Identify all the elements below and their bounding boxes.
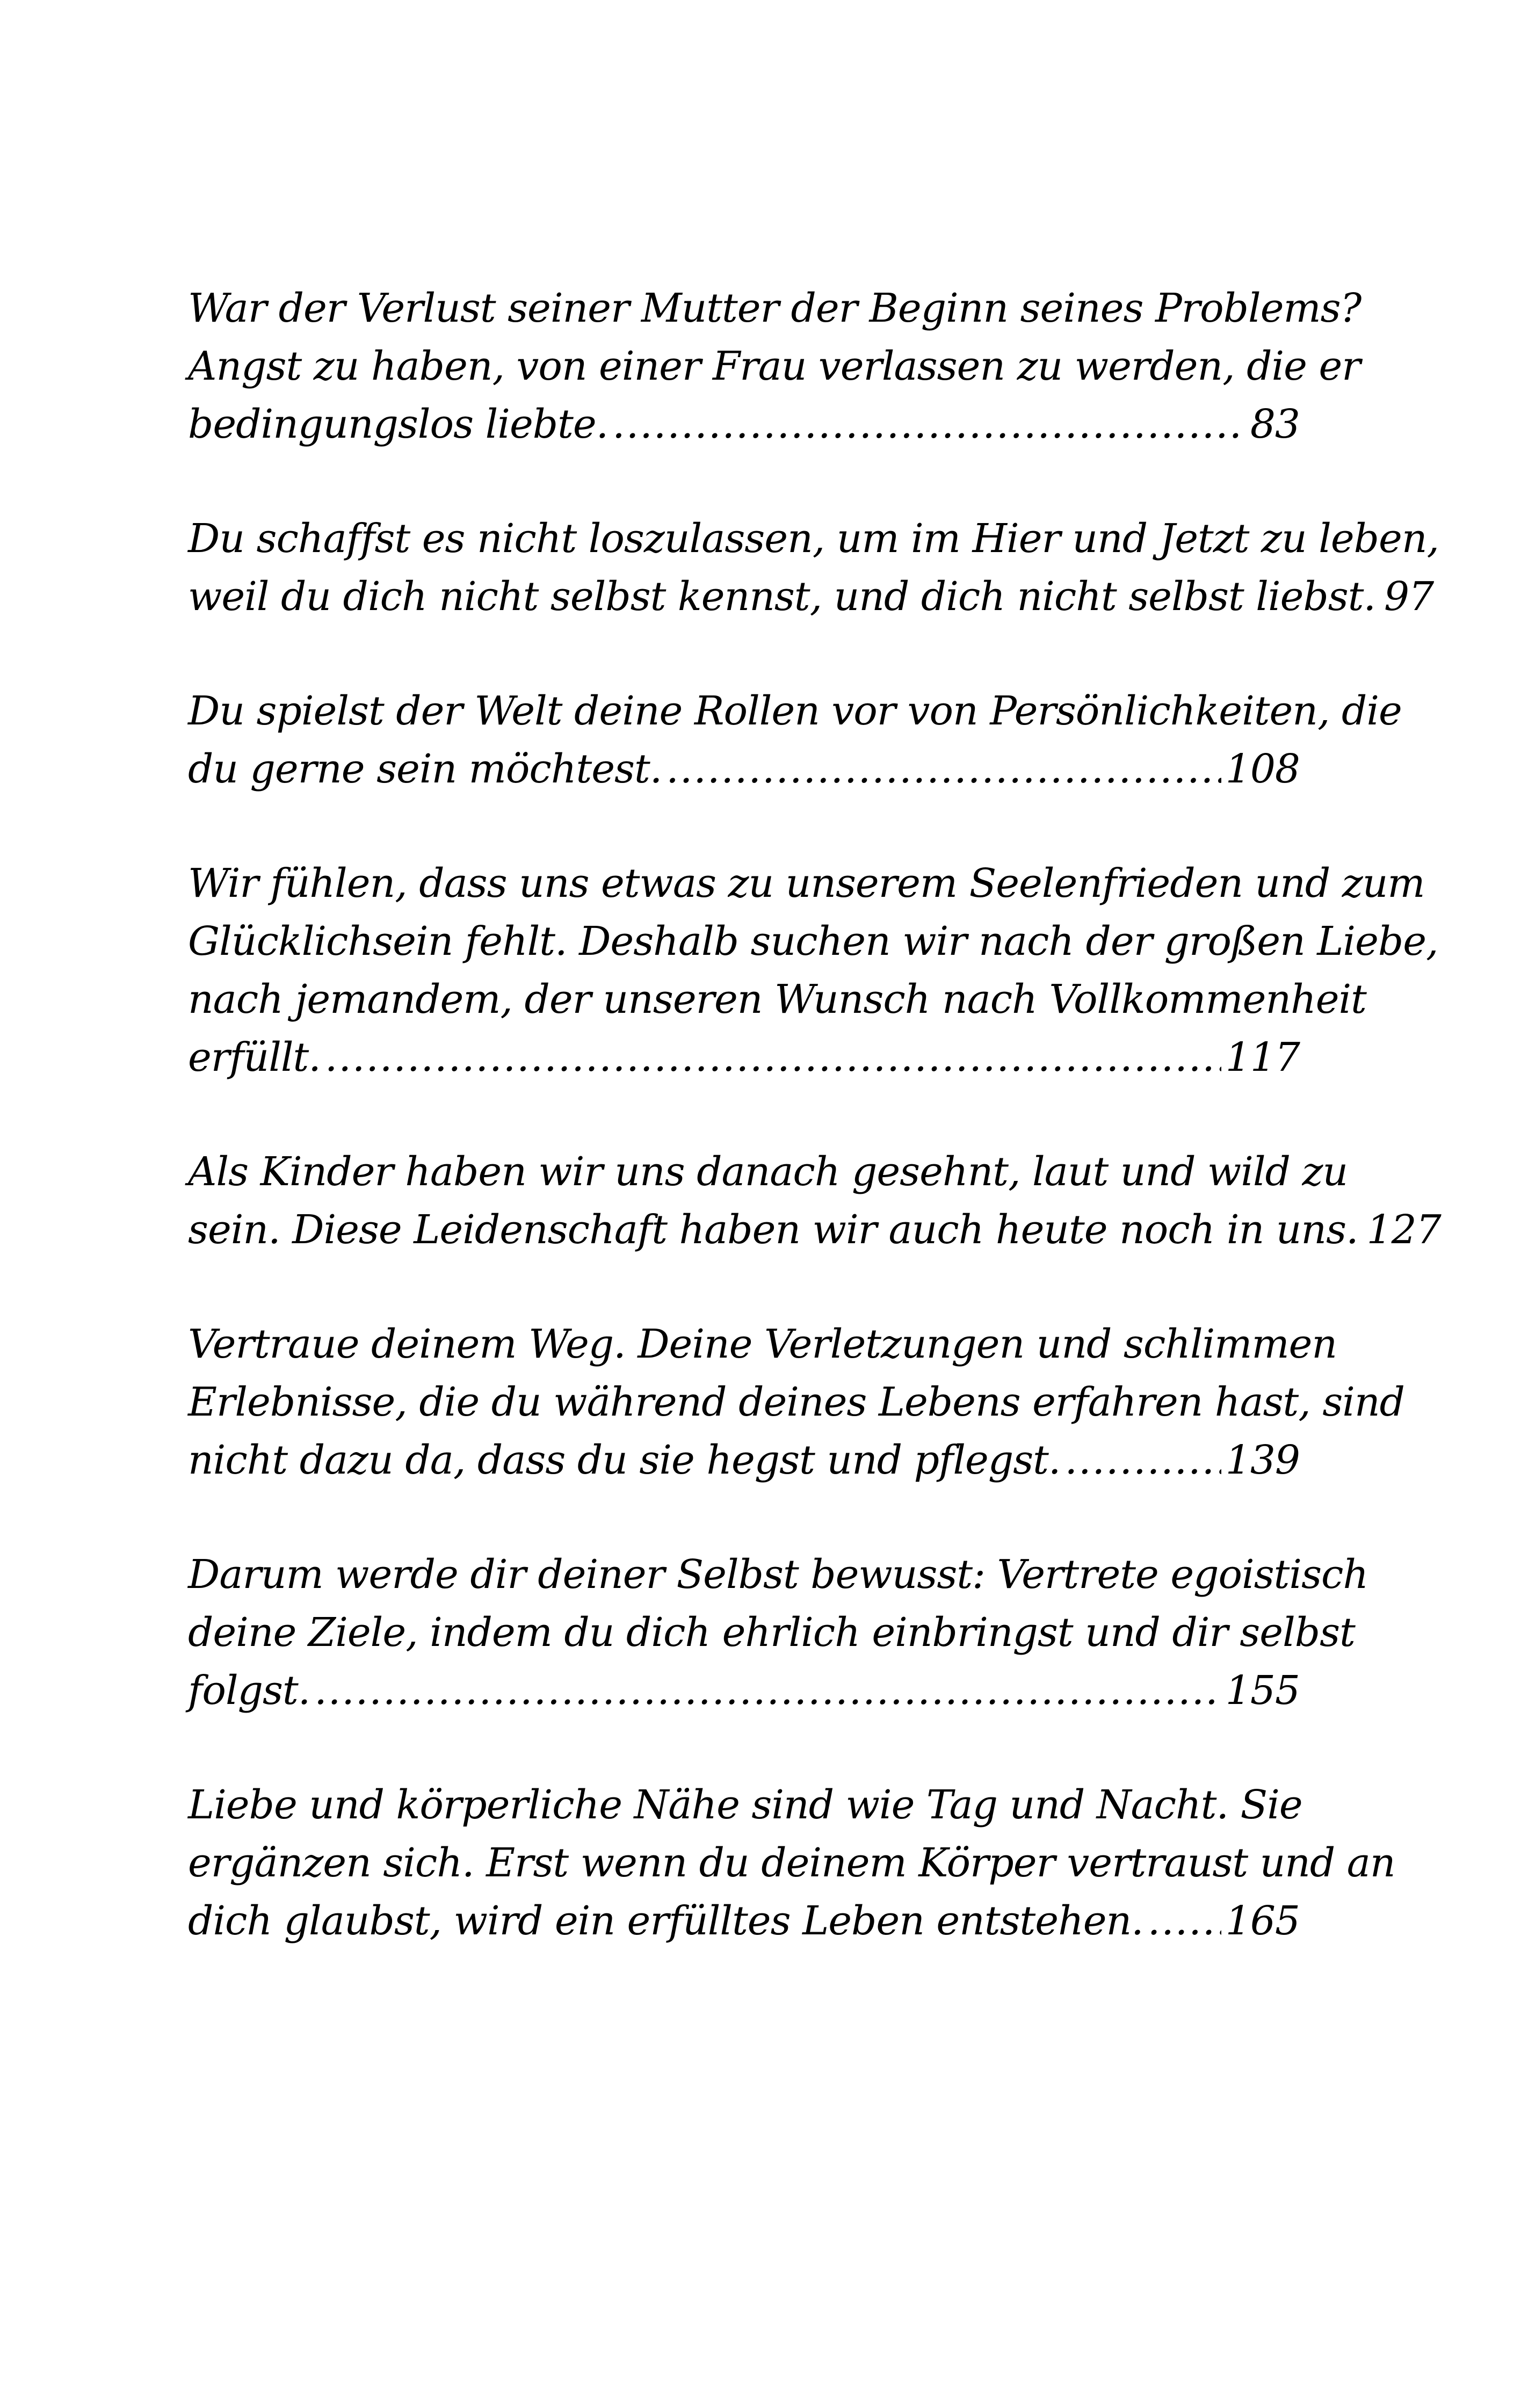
page-number: 83 xyxy=(1250,401,1300,447)
page-number: 108 xyxy=(1225,746,1300,792)
toc-entry-line: dich glaubst, wird ein erfülltes Leben entstehen. xyxy=(188,1898,1143,1944)
table-of-contents xyxy=(188,279,1441,2006)
toc-entry xyxy=(188,279,1361,453)
toc-entry-line: Du schaffst es nicht loszulassen, um im Hier und Jetzt zu leben, xyxy=(188,516,1439,562)
toc-entry-line: Erlebnisse, die du während deines Lebens erfahren hast, sind xyxy=(188,1379,1405,1425)
dot-leader xyxy=(612,395,1246,453)
toc-entry-line: bedingungslos liebte. xyxy=(188,401,609,447)
toc-entry-final-line xyxy=(188,1892,1300,1950)
toc-entry xyxy=(188,1315,1405,1489)
toc-entry-line: nicht dazu da, dass du sie hegst und pflegst. xyxy=(188,1437,1061,1483)
page-number: 97 xyxy=(1384,574,1434,620)
toc-entry-final-line xyxy=(188,1431,1300,1489)
toc-entry-line: weil du dich nicht selbst kennst, und dich nicht selbst liebst. xyxy=(188,574,1375,620)
toc-entry xyxy=(188,1143,1441,1259)
toc-entry-line: Glücklichsein fehlt. Deshalb suchen wir nach der großen Liebe, xyxy=(188,918,1438,964)
dot-leader xyxy=(666,740,1221,798)
toc-entry-line: Darum werde dir deiner Selbst bewusst: Vertrete egoistisch xyxy=(188,1551,1368,1598)
toc-entry xyxy=(188,1546,1368,1720)
toc-entry-final-line xyxy=(188,568,1434,626)
page-number: 139 xyxy=(1225,1437,1300,1483)
dot-leader xyxy=(1148,1892,1221,1950)
page-number: 165 xyxy=(1225,1898,1300,1944)
toc-entry-final-line xyxy=(188,395,1300,453)
toc-entry-line: Liebe und körperliche Nähe sind wie Tag und Nacht. Sie xyxy=(188,1782,1302,1828)
toc-entry-line: deine Ziele, indem du dich ehrlich einbringst und dir selbst xyxy=(188,1609,1355,1656)
page-number: 155 xyxy=(1225,1667,1300,1714)
toc-entry-line: Du spielst der Welt deine Rollen vor von Persönlichkeiten, die xyxy=(188,688,1402,734)
toc-entry-line: nach jemandem, der unseren Wunsch nach Vollkommenheit xyxy=(188,976,1366,1022)
toc-entry-line: ergänzen sich. Erst wenn du deinem Körper vertraust und an xyxy=(188,1840,1395,1886)
dot-leader xyxy=(1064,1431,1221,1489)
toc-entry-final-line xyxy=(188,1028,1300,1086)
toc-entry-line: du gerne sein möchtest. xyxy=(188,746,662,792)
toc-entry xyxy=(188,510,1439,626)
toc-entry-line: folgst. xyxy=(188,1667,310,1714)
page-number: 127 xyxy=(1366,1207,1441,1253)
toc-entry xyxy=(188,682,1402,798)
toc-entry-line: Vertraue deinem Weg. Deine Verletzungen und schlimmen xyxy=(188,1321,1337,1367)
toc-entry-line: sein. Diese Leidenschaft haben wir auch heute noch in uns. xyxy=(188,1207,1358,1253)
dot-leader xyxy=(314,1662,1221,1720)
toc-entry xyxy=(188,854,1438,1086)
toc-entry-line: Wir fühlen, dass uns etwas zu unserem Seelenfrieden und zum xyxy=(188,860,1425,906)
toc-entry-final-line xyxy=(188,740,1300,798)
toc-entry-final-line xyxy=(188,1201,1441,1259)
toc-entry xyxy=(188,1776,1395,1950)
dot-leader xyxy=(325,1028,1221,1086)
page-number: 117 xyxy=(1225,1034,1300,1080)
toc-entry-final-line xyxy=(188,1662,1300,1720)
toc-entry-line: erfüllt. xyxy=(188,1034,321,1080)
toc-entry-line: War der Verlust seiner Mutter der Beginn seines Problems? xyxy=(188,285,1361,331)
toc-entry-line: Als Kinder haben wir uns danach gesehnt, laut und wild zu xyxy=(188,1149,1348,1195)
toc-entry-line: Angst zu haben, von einer Frau verlassen zu werden, die er xyxy=(188,343,1360,389)
